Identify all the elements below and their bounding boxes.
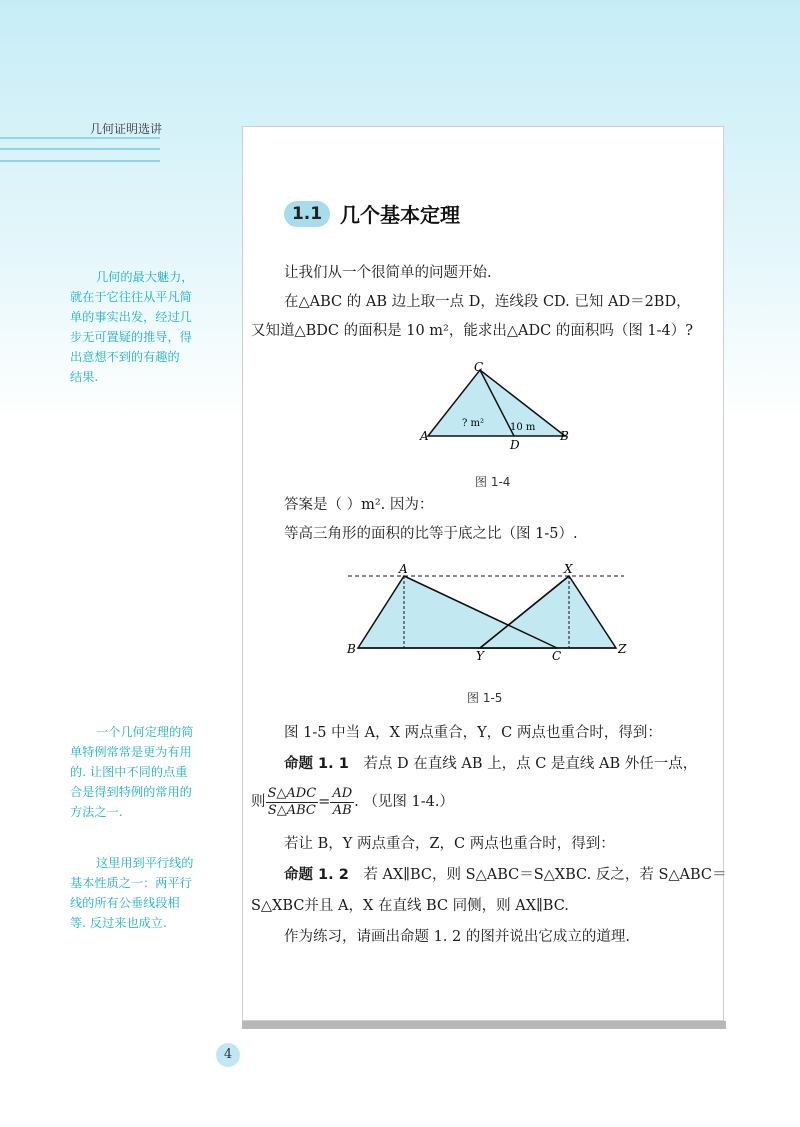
formula-then: 则 — [251, 794, 266, 810]
label-unknown-area: ? m² — [462, 418, 485, 429]
header-rule-1 — [0, 137, 160, 139]
label-a: A — [399, 562, 408, 576]
label-known-area: 10 m — [510, 422, 536, 433]
note-line: 就在于它往往从平凡简 — [70, 290, 192, 304]
formula-tail: . （见图 1-4.） — [354, 794, 454, 810]
paragraph-6: 图 1-5 中当 A，X 两点重合，Y，C 两点也重合时，得到： — [284, 725, 662, 741]
section-number-badge: 1.1 — [284, 201, 330, 227]
note-line: 单特例常常是更为有用 — [70, 745, 192, 759]
paragraph-7: 若让 B，Y 两点重合，Z，C 两点也重合时，得到： — [284, 836, 615, 852]
note-line: 等. 反过来也成立. — [70, 916, 167, 930]
figure-1-4-caption: 图 1-4 — [475, 475, 511, 489]
paragraph-3: 又知道△BDC 的面积是 10 m²，能求出△ADC 的面积吗（图 1-4）? — [251, 323, 694, 339]
triangle-xyz — [480, 576, 616, 648]
label-x: X — [564, 562, 573, 576]
note-line: 几何的最大魅力， — [96, 270, 194, 284]
note-line: 合是得到特例的常用的 — [70, 785, 192, 799]
note-line: 结果. — [70, 370, 99, 384]
label-c: C — [474, 360, 484, 374]
paragraph-5: 等高三角形的面积的比等于底之比（图 1-5）. — [284, 526, 578, 542]
fraction-denominator: S△ABC — [267, 802, 316, 818]
equals-sign: = — [318, 794, 331, 810]
note-line: 出意想不到的有趣的 — [70, 350, 180, 364]
margin-note-3 — [70, 853, 194, 933]
figure-1-5 — [340, 560, 640, 665]
label-b: B — [347, 642, 356, 656]
fraction-areas — [266, 786, 319, 819]
fraction-sides — [330, 786, 354, 819]
label-a: A — [420, 429, 429, 443]
paragraph-2: 在△ABC 的 AB 边上取一点 D，连线段 CD. 已知 AD＝2BD， — [284, 294, 691, 310]
proposition-1-text: 若点 D 在直线 AB 上，点 C 是直线 AB 外任一点， — [363, 756, 698, 772]
label-d: D — [510, 438, 520, 450]
proposition-2-text: 若 AX∥BC，则 S△ABC＝S△XBC. 反之，若 S△ABC＝ — [363, 867, 727, 883]
paragraph-4: 答案是（ ）m². 因为： — [284, 497, 434, 513]
label-b: B — [560, 429, 569, 443]
note-line: 基本性质之一：两平行 — [70, 876, 192, 890]
paragraph-8: 作为练习，请画出命题 1. 2 的图并说出它成立的道理. — [284, 929, 630, 945]
margin-note-1 — [70, 267, 194, 387]
proposition-2-line — [284, 862, 727, 888]
fraction-numerator: S△ADC — [267, 785, 317, 801]
proposition-1-label: 命题 1. 1 — [284, 756, 349, 772]
proposition-1-line — [284, 751, 697, 777]
page-number: 4 — [216, 1043, 240, 1067]
section-title: 几个基本定理 — [340, 203, 460, 227]
running-header: 几何证明选讲 — [90, 122, 163, 136]
paragraph-1: 让我们从一个很简单的问题开始. — [284, 265, 492, 281]
fraction-denominator-2: AB — [332, 802, 352, 818]
fraction-numerator-2: AD — [332, 785, 353, 801]
figure-1-4 — [410, 360, 580, 450]
proposition-1-formula — [251, 782, 454, 822]
margin-note-2 — [70, 722, 194, 822]
note-line: 线的所有公垂线段相 — [70, 896, 180, 910]
header-rule-3 — [0, 160, 160, 162]
proposition-2-line-2: S△XBC并且 A，X 在直线 BC 同侧，则 AX∥BC. — [251, 898, 569, 914]
label-z: Z — [618, 642, 627, 656]
proposition-2-label: 命题 1. 2 — [284, 867, 349, 883]
note-line: 的. 让图中不同的点重 — [70, 765, 188, 779]
figure-1-5-caption: 图 1-5 — [467, 691, 503, 705]
label-y: Y — [476, 649, 484, 663]
note-line: 单的事实出发，经过几 — [70, 310, 192, 324]
note-line: 方法之一. — [70, 805, 123, 819]
note-line: 步无可置疑的推导，得 — [70, 330, 192, 344]
label-c: C — [552, 649, 562, 663]
header-rule-2 — [0, 148, 160, 150]
panel-bottom-bar — [242, 1021, 726, 1029]
note-line: 一个几何定理的简 — [96, 725, 194, 739]
note-line: 这里用到平行线的 — [96, 856, 194, 870]
